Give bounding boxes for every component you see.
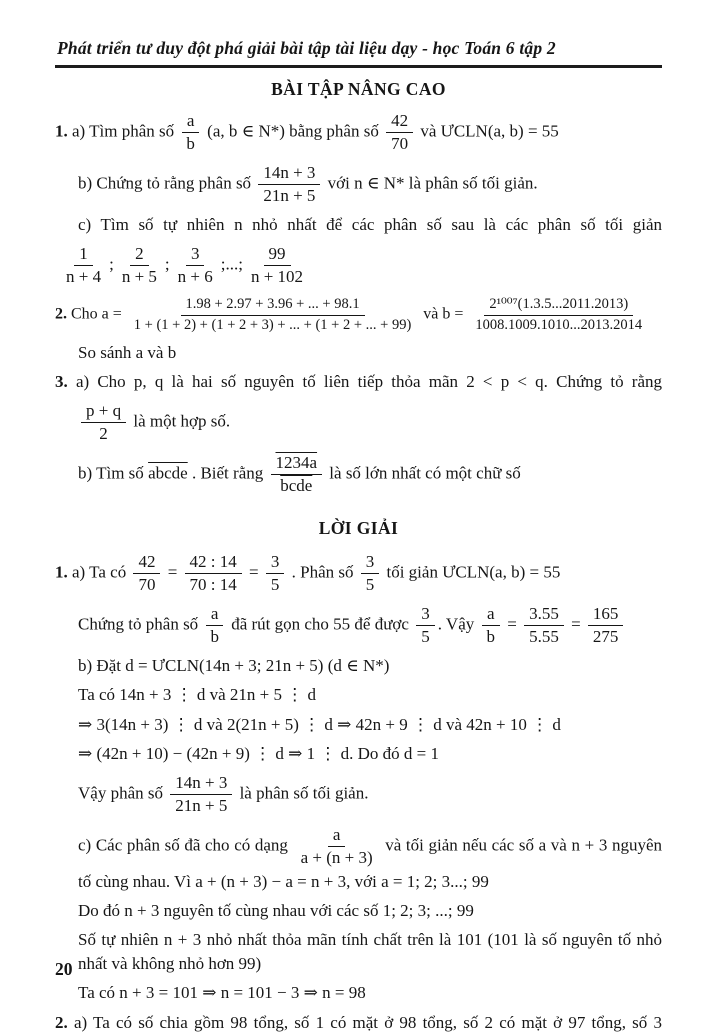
fraction-numerator: 1 bbox=[74, 244, 93, 266]
text-line bbox=[55, 683, 662, 707]
solution-lines bbox=[55, 550, 662, 1035]
running-header: Phát triển tư duy đột phá giải bài tập tài liệu dạy - học Toán 6 tập 2 bbox=[55, 38, 662, 68]
text-run: Ta có n + 3 = 101 ⇒ n = 101 − 3 ⇒ n = 98 bbox=[78, 983, 366, 1003]
fraction-denominator: 5 bbox=[365, 575, 375, 595]
text-line bbox=[55, 602, 662, 649]
fraction bbox=[170, 773, 232, 816]
item-number: 3. bbox=[55, 371, 68, 391]
fraction-numerator: 2 bbox=[130, 244, 149, 266]
text-run: ⇒ (42n + 10) − (42n + 9) ⋮ d ⇒ 1 ⋮ d. Do đó d = 1 bbox=[78, 743, 440, 763]
fraction-numerator: 3 bbox=[416, 604, 435, 626]
text-line bbox=[55, 399, 662, 446]
section-solutions bbox=[55, 518, 662, 1035]
section-title-exercises: BÀI TẬP NÂNG CAO bbox=[271, 79, 446, 99]
fraction bbox=[117, 244, 162, 287]
section-title-solutions: LỜI GIẢI bbox=[318, 518, 399, 539]
fraction-denominator: n + 5 bbox=[121, 267, 157, 287]
text-line bbox=[55, 242, 662, 289]
text-run: . Vậy bbox=[437, 614, 479, 634]
text-run: = bbox=[163, 562, 182, 582]
fraction bbox=[173, 244, 218, 287]
fraction-denominator: 275 bbox=[592, 627, 619, 647]
text-run: và tối giản nếu các số a và n + 3 nguyên tố cùng nhau. Vì a + (n + 3) − a = n + 3, với a = 1; 2; 3...; 99 bbox=[78, 835, 663, 891]
fraction-denominator: a + (n + 3) bbox=[300, 847, 373, 867]
text-line bbox=[55, 370, 662, 394]
text-run: Vậy phân số bbox=[78, 783, 168, 803]
text-run: tối giản ƯCLN(a, b) = 55 bbox=[382, 562, 561, 582]
text-line bbox=[55, 213, 662, 237]
fraction-numerator: 3 bbox=[361, 552, 380, 574]
fraction bbox=[133, 552, 160, 595]
fraction-denominator: 1008.1009.1010...2013.2014 bbox=[475, 316, 643, 333]
fraction bbox=[129, 296, 417, 333]
text-run: và ƯCLN(a, b) = 55 bbox=[416, 121, 559, 141]
text-run: với n ∈ N* là phân số tối giản. bbox=[323, 173, 538, 193]
text-run: b) Tìm số bbox=[78, 463, 149, 483]
fraction-numerator: 42 bbox=[133, 552, 160, 574]
text-line bbox=[55, 899, 662, 923]
text-line bbox=[55, 771, 662, 818]
fraction-numerator: 2¹⁰⁰⁷(1.3.5...2011.2013) bbox=[484, 296, 633, 315]
fraction bbox=[81, 401, 126, 444]
fraction-denominator: 70 bbox=[138, 575, 156, 595]
fraction-denominator: 1 + (1 + 2) + (1 + 2 + 3) + ... + (1 + 2 + ... + 99) bbox=[133, 316, 412, 333]
text-line bbox=[55, 161, 662, 208]
fraction-denominator: b bbox=[186, 134, 195, 154]
text-run: b) Đặt d = ƯCLN(14n + 3; 21n + 5) (d ∈ N*) bbox=[78, 656, 390, 676]
text-run: ;...; bbox=[220, 254, 243, 274]
fraction-denominator: 5 bbox=[421, 627, 430, 647]
fraction bbox=[205, 604, 224, 647]
fraction-numerator: p + q bbox=[81, 401, 126, 423]
fraction bbox=[246, 244, 308, 287]
text-run: a) Ta có số chia gồm 98 tổng, số 1 có mặt ở 98 tổng, số 2 có mặt ở 97 tổng, số 3 bbox=[67, 1012, 662, 1032]
item-number: 2. bbox=[55, 305, 67, 323]
text-run: = bbox=[244, 562, 263, 582]
fraction-denominator: b bbox=[210, 627, 219, 647]
text-run: c) Các phân số đã cho có dạng bbox=[78, 835, 293, 855]
text-run: ; bbox=[109, 254, 114, 274]
text-run: Ta có 14n + 3 ⋮ d và 21n + 5 ⋮ d bbox=[78, 685, 317, 705]
fraction-denominator: 2 bbox=[99, 423, 108, 443]
fraction bbox=[296, 825, 378, 868]
fraction-denominator: b bbox=[486, 627, 495, 647]
text-run: c) Tìm số tự nhiên n nhỏ nhất để các phân số sau là các phân số tối giản bbox=[78, 215, 662, 235]
fraction-numerator: 165 bbox=[588, 604, 624, 626]
fraction-numerator: 3.55 bbox=[524, 604, 564, 626]
text-run: So sánh a và b bbox=[78, 342, 177, 362]
text-run: Cho a = bbox=[67, 305, 126, 323]
text-line bbox=[55, 713, 662, 737]
fraction-numerator: a bbox=[328, 825, 346, 847]
text-run: ; bbox=[164, 254, 170, 274]
fraction bbox=[361, 552, 380, 595]
item-number: 1. bbox=[55, 121, 68, 141]
text-line bbox=[55, 928, 662, 976]
text-line bbox=[55, 823, 662, 894]
text-run: và b = bbox=[419, 305, 468, 323]
fraction bbox=[386, 111, 413, 154]
text-run: ⇒ 3(14n + 3) ⋮ d và 2(21n + 5) ⋮ d ⇒ 42n + 9 ⋮ d và 42n + 10 ⋮ d bbox=[78, 714, 561, 734]
text-line bbox=[55, 981, 662, 1005]
text-line bbox=[55, 1011, 662, 1035]
text-run: (a, b ∈ N*) bằng phân số bbox=[202, 121, 384, 141]
text-line bbox=[55, 654, 662, 678]
fraction bbox=[416, 604, 435, 647]
fraction-denominator: bcde bbox=[280, 476, 313, 496]
fraction bbox=[61, 244, 106, 287]
fraction-numerator: 1234a bbox=[271, 453, 323, 475]
fraction-denominator: 21n + 5 bbox=[175, 795, 228, 815]
text-run: Chứng tỏ phân số bbox=[78, 614, 203, 634]
fraction-denominator: n + 4 bbox=[66, 267, 102, 287]
fraction-denominator: 5 bbox=[270, 575, 280, 595]
fraction-numerator: 42 bbox=[386, 111, 413, 133]
fraction-numerator: a bbox=[182, 111, 200, 133]
text-run: . Biết rằng bbox=[187, 463, 268, 483]
fraction bbox=[258, 163, 320, 206]
text-line bbox=[55, 550, 662, 597]
fraction-numerator: a bbox=[206, 604, 224, 626]
fraction bbox=[588, 604, 624, 647]
fraction bbox=[181, 111, 200, 154]
text-run: là một hợp số. bbox=[129, 411, 231, 431]
fraction bbox=[524, 604, 564, 647]
text-run: = bbox=[566, 614, 585, 634]
text-run: đã rút gọn cho 55 để được bbox=[226, 614, 414, 634]
fraction-numerator: 14n + 3 bbox=[170, 773, 232, 795]
text-line bbox=[55, 294, 662, 335]
fraction-numerator: 1.98 + 2.97 + 3.96 + ... + 98.1 bbox=[181, 296, 365, 315]
fraction-denominator: 21n + 5 bbox=[263, 186, 316, 206]
item-number: 1. bbox=[55, 562, 68, 582]
fraction-numerator: 3 bbox=[186, 244, 205, 266]
text-run: Số tự nhiên n + 3 nhỏ nhất thỏa mãn tính chất trên là 101 (101 là số nguyên tố nhỏ nhất và không nhỏ hơn 99) bbox=[78, 930, 662, 974]
exercise-lines bbox=[55, 109, 662, 498]
page-number: 20 bbox=[55, 959, 73, 979]
fraction-denominator: 70 : 14 bbox=[189, 575, 237, 595]
fraction-denominator: n + 102 bbox=[250, 267, 304, 287]
text-run: a) Ta có bbox=[67, 562, 131, 582]
text-run: a) Cho p, q là hai số nguyên tố liên tiếp thỏa mãn 2 < p < q. Chứng tỏ rằng bbox=[67, 371, 662, 391]
fraction bbox=[266, 552, 285, 595]
section-exercises bbox=[55, 79, 662, 498]
text-run: . Phân số bbox=[287, 562, 358, 582]
fraction-numerator: 99 bbox=[264, 244, 291, 266]
fraction bbox=[470, 296, 647, 333]
fraction bbox=[481, 604, 500, 647]
fraction-numerator: 14n + 3 bbox=[258, 163, 320, 185]
fraction-denominator: 5.55 bbox=[529, 627, 559, 647]
fraction bbox=[271, 453, 323, 496]
fraction-numerator: 3 bbox=[266, 552, 285, 574]
fraction-denominator: 70 bbox=[391, 134, 409, 154]
text-run: a) Tìm phân số bbox=[67, 121, 179, 141]
fraction-denominator: n + 6 bbox=[177, 267, 213, 287]
text-run: Do đó n + 3 nguyên tố cùng nhau với các số 1; 2; 3; ...; 99 bbox=[78, 901, 474, 921]
text-line bbox=[55, 341, 662, 365]
text-line bbox=[55, 742, 662, 766]
fraction bbox=[185, 552, 242, 595]
item-number: 2. bbox=[55, 1012, 68, 1032]
fraction-numerator: 42 : 14 bbox=[185, 552, 242, 574]
text-line bbox=[55, 451, 662, 498]
text-run: abcde bbox=[148, 463, 188, 483]
text-run: là số lớn nhất có một chữ số bbox=[325, 463, 521, 483]
fraction-numerator: a bbox=[482, 604, 500, 626]
text-run: = bbox=[502, 614, 522, 634]
text-run: là phân số tối giản. bbox=[235, 783, 369, 803]
text-run: b) Chứng tỏ rằng phân số bbox=[78, 173, 256, 193]
text-line bbox=[55, 109, 662, 156]
